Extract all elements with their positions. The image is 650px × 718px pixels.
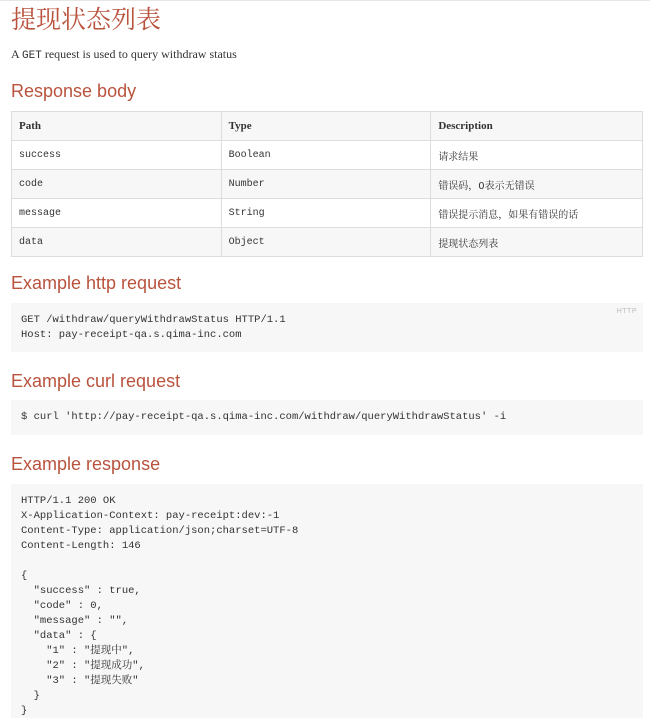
column-header-description: Description	[431, 112, 643, 141]
table-row	[12, 228, 643, 257]
table-row	[12, 141, 643, 170]
column-header-type: Type	[221, 112, 431, 141]
cell-type: Number	[221, 170, 431, 199]
cell-type: Object	[221, 228, 431, 257]
cell-path: data	[12, 228, 222, 257]
response-code: HTTP/1.1 200 OK X-Application-Context: pay-receipt:dev:-1 Content-Type: application/json;charset=UTF-8 Content-Length: 146 { "success" : true, "code" : 0, "message" : "", "data" : { "1" : "提现中", "2" : "提现成功", "3" : "提现失败" } }	[21, 495, 299, 717]
cell-path: success	[12, 141, 222, 170]
curl-request-code-block	[11, 400, 643, 435]
cell-description: 错误提示消息，如果有错误的话	[431, 199, 643, 228]
cell-type: String	[221, 199, 431, 228]
response-code-block	[11, 484, 643, 718]
cell-description: 提现状态列表	[431, 228, 643, 257]
intro-suffix: request is used to query withdraw status	[41, 47, 237, 61]
section-heading-http-request: Example http request	[11, 273, 182, 293]
page-title: 提现状态列表	[11, 5, 162, 34]
section-heading-curl-request: Example curl request	[11, 371, 181, 391]
column-header-path: Path	[12, 112, 222, 141]
intro-method: GET	[22, 50, 42, 62]
cell-path: message	[12, 199, 222, 228]
curl-request-code: $ curl 'http://pay-receipt-qa.s.qima-inc.com/withdraw/queryWithdrawStatus' -i	[21, 411, 507, 423]
table-row	[12, 199, 643, 228]
top-divider	[0, 0, 650, 1]
cell-type: Boolean	[221, 141, 431, 170]
section-heading-response-body: Response body	[11, 81, 137, 101]
intro-prefix: A	[11, 47, 23, 61]
cell-description: 请求结果	[431, 141, 643, 170]
http-request-code-block	[11, 303, 643, 352]
code-language-tag: HTTP	[616, 308, 637, 315]
table-header-row	[12, 112, 643, 141]
http-request-code: GET /withdraw/queryWithdrawStatus HTTP/1.1 Host: pay-receipt-qa.s.qima-inc.com	[21, 314, 286, 341]
fields-table	[11, 111, 643, 257]
section-heading-response: Example response	[11, 454, 161, 474]
intro-text	[11, 46, 237, 64]
table-row	[12, 170, 643, 199]
cell-description: 错误码，0表示无错误	[431, 170, 643, 199]
cell-path: code	[12, 170, 222, 199]
